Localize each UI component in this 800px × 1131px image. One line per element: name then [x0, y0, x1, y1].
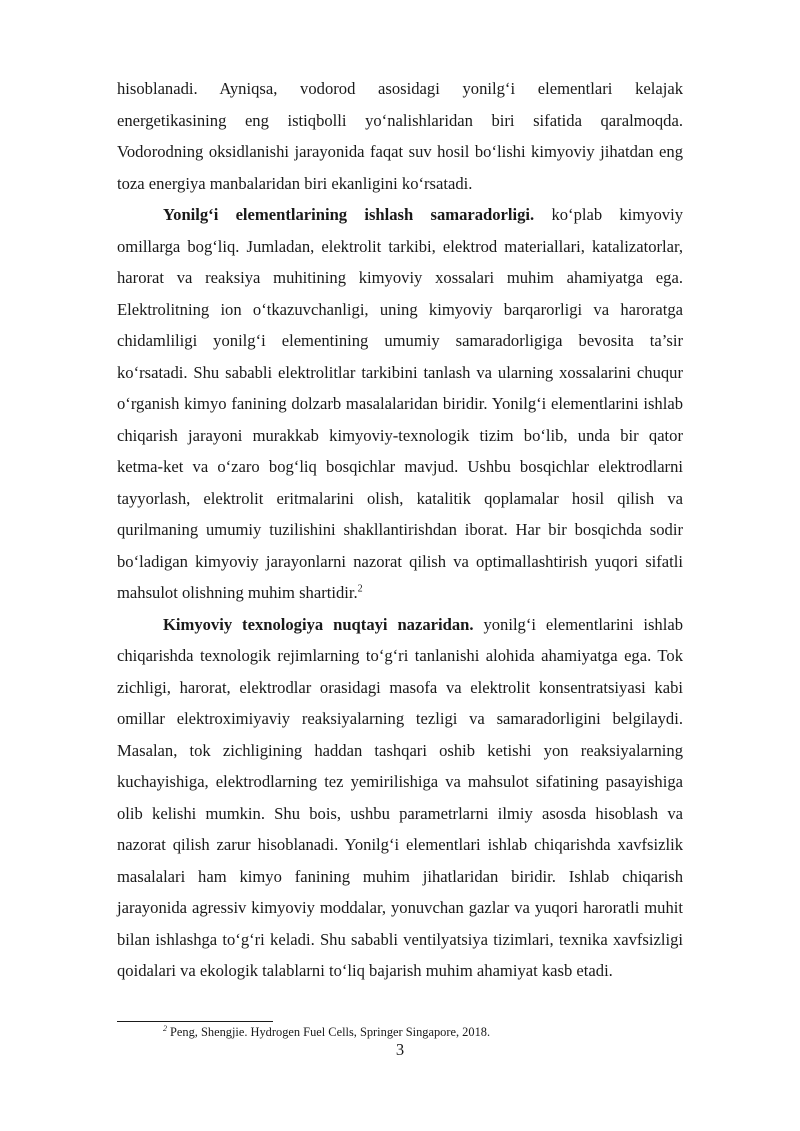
- paragraph-technology-text: yonilg‘i elementlarini ishlab chiqarishda texnologik rejimlarning to‘g‘ri tanlanishi alohida ahamiyatga ega. Tok zichligi, harorat, elektrodlar orasidagi masofa va elektrolit konsentratsiyasi kabi omillar elektroximiyaviy reaksiyalarning tezligi va samaradorligini belgilaydi. Masalan, tok zichligining haddan tashqari oshib ketishi yon reaksiyalarning kuchayishiga, elektrodlarning tez yemirilishiga va mahsulot sifatining pasayishiga olib kelishi mumkin. Shu bois, ushbu parametrlarni ilmiy asosda hisoblash va nazorat qilish zarur hisoblanadi. Yonilg‘i elementlari ishlab chiqarishda xavfsizlik masalalari ham kimyo fanining muhim jihatlaridan biridir. Ishlab chiqarish jarayonida agressiv kimyoviy moddalar, yonuvchan gazlar va yuqori haroratli muhit bilan ishlashga to‘g‘ri keladi. Shu sababli ventilyatsiya tizimlari, texnika xavfsizligi qoidalari va ekologik talablarni to‘liq bajarish muhim ahamiyat kasb etadi.: [117, 614, 684, 980]
- document-body: [117, 73, 683, 987]
- paragraph-efficiency-text: ko‘plab kimyoviy omillarga bog‘liq. Jumladan, elektrolit tarkibi, elektrod materiallari, katalizatorlar, harorat va reaksiya muhitining kimyoviy xossalari muhim ahamiyatga ega. Elektrolitning ion o‘tkazuvchanligi, uning kimyoviy barqarorligi va haroratga chidamliligi yonilg‘i elementining umumiy samaradorligiga bevosita ta’sir ko‘rsatadi. Shu sababli elektrolitlar tarkibini tanlash va ularning xossalarini chuqur o‘rganish kimyo fanining dolzarb masalalaridan biridir. Yonilg‘i elementlarini ishlab chiqarish jarayoni murakkab kimyoviy-texnologik tizim bo‘lib, unda bir qator ketma-ket va o‘zaro bog‘liq bosqichlar mavjud. Ushbu bosqichlar elektrodlarni tayyorlash, elektrolit eritmalarini olish, katalitik qoplamalar hosil qilish va qurilmaning umumiy tuzilishini shakllantirishdan iborat. Har bir bosqichda sodir bo‘ladigan kimyoviy jarayonlarni nazorat qilish va optimallashtirish yuqori sifatli mahsulot olishning muhim shartidir.: [117, 205, 684, 602]
- footnote-separator: [117, 1021, 273, 1022]
- paragraph-technology: [117, 609, 683, 987]
- footnote-text: Peng, Shengjie. Hydrogen Fuel Cells, Springer Singapore, 2018.: [170, 1025, 491, 1039]
- footnote-marker: 2: [163, 1023, 167, 1033]
- footnote-reference[interactable]: 2: [357, 583, 363, 595]
- paragraph-efficiency-heading: Yonilg‘i elementlarining ishlash samaradorligi.: [163, 205, 535, 224]
- paragraph-efficiency: [117, 199, 683, 609]
- page-number: 3: [395, 1040, 405, 1059]
- paragraph-intro: hisoblanadi. Ayniqsa, vodorod asosidagi yonilg‘i elementlari kelajak energetikasining eng istiqbolli yo‘nalishlaridan biri sifatida qaralmoqda. Vodorodning oksidlanishi jarayonida faqat suv hosil bo‘lishi kimyoviy jihatdan eng toza energiya manbalaridan biri ekanligini ko‘rsatadi.: [117, 79, 683, 193]
- paragraph-technology-heading: Kimyoviy texnologiya nuqtayi nazaridan.: [163, 614, 474, 634]
- footnote: [163, 1024, 490, 1040]
